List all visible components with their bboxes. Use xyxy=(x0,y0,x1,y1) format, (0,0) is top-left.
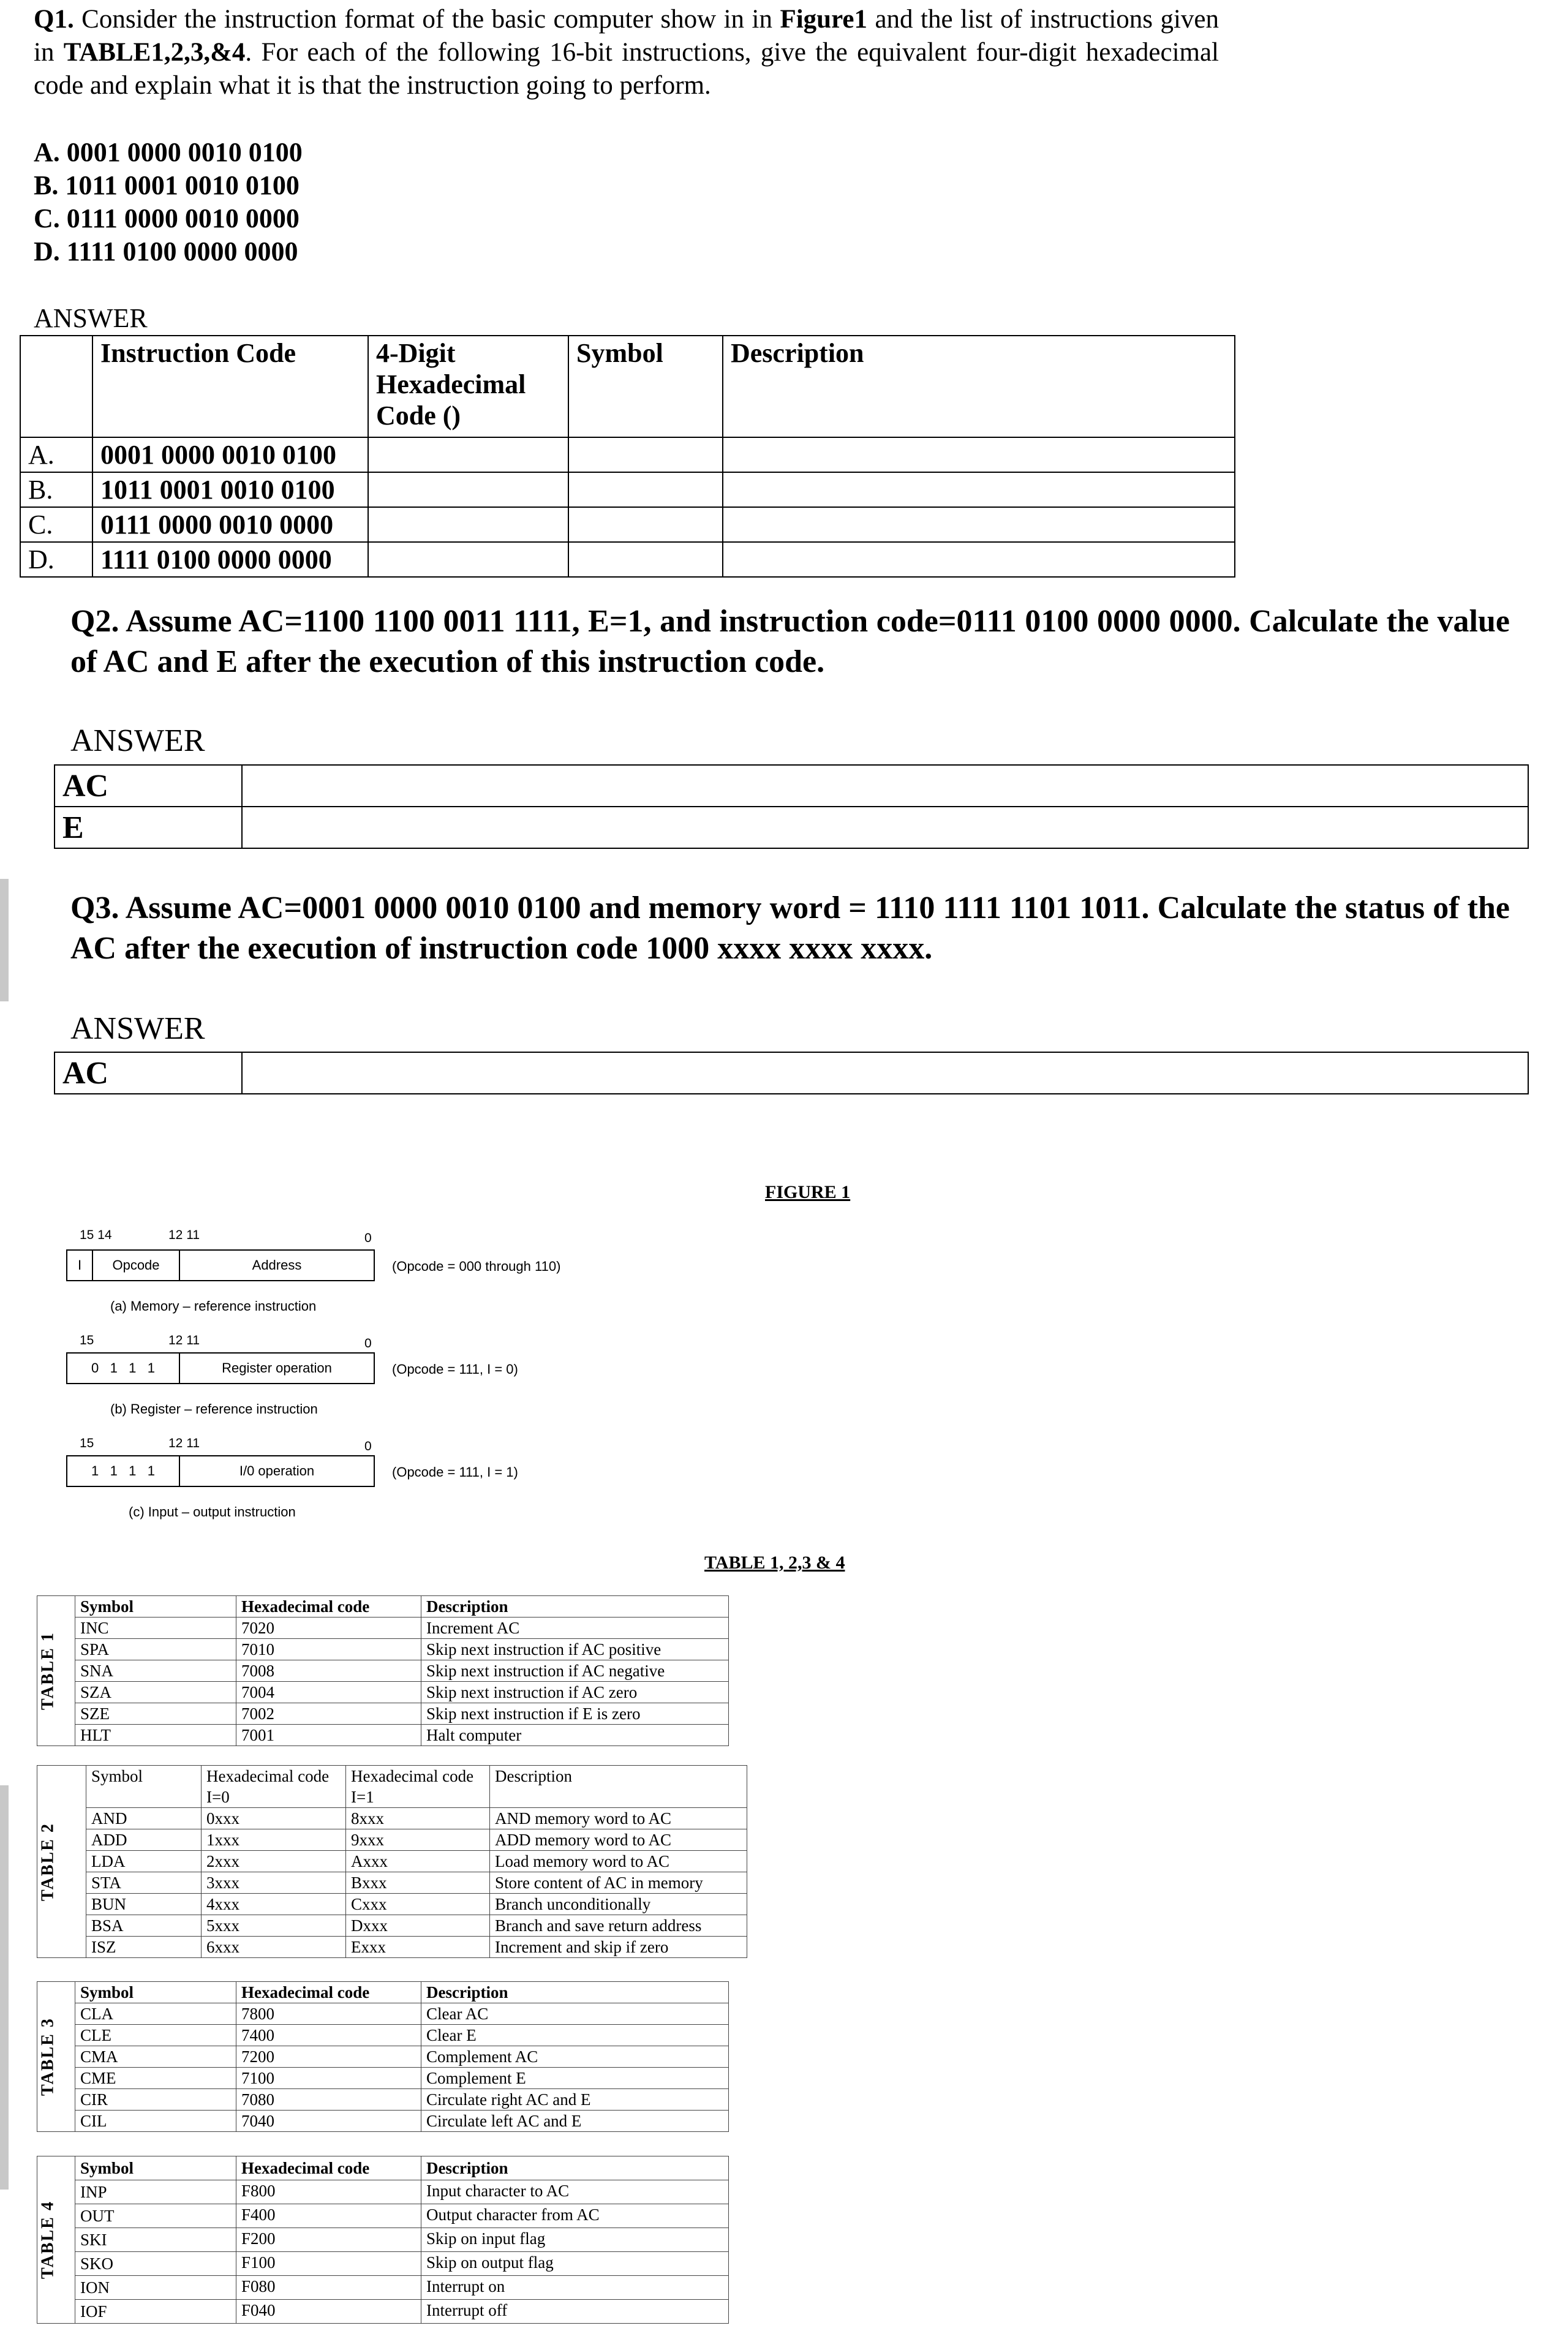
cell-hex-i0: 4xxx xyxy=(202,1894,346,1915)
cell-description: Branch and save return address xyxy=(490,1915,747,1937)
cell-description: Store content of AC in memory xyxy=(490,1872,747,1894)
cell-symbol: SPA xyxy=(75,1639,236,1660)
table-row xyxy=(37,2068,729,2089)
table-row xyxy=(37,1725,729,1746)
cell-hex-i1: Exxx xyxy=(346,1937,490,1958)
bit-label: 12 11 xyxy=(168,1436,200,1450)
col-header: Hexadecimal code I=0 xyxy=(202,1766,346,1808)
cell-symbol: SZA xyxy=(75,1682,236,1703)
cell-symbol: SNA xyxy=(75,1660,236,1682)
cell-description: Increment AC xyxy=(421,1618,729,1639)
format-note: (Opcode = 111, I = 1) xyxy=(392,1464,518,1480)
cell-symbol: AND xyxy=(86,1808,202,1829)
cell-hex: F200 xyxy=(236,2228,421,2252)
cell-hex: F800 xyxy=(236,2180,421,2204)
cell-description: Skip on input flag xyxy=(421,2228,729,2252)
cell-hex: 7800 xyxy=(236,2003,421,2025)
cell-symbol: CLE xyxy=(75,2025,236,2046)
cell-hex-i1: Cxxx xyxy=(346,1894,490,1915)
cell-symbol: INC xyxy=(75,1618,236,1639)
answer-cell[interactable] xyxy=(723,437,1235,472)
q2-prompt: Q2. Assume AC=1100 1100 0011 1111, E=1, and instruction code=0111 0100 0000 0000. Calculate the value of AC and E after the execution of this instruction code. xyxy=(70,604,1510,679)
cell-symbol: STA xyxy=(86,1872,202,1894)
row-code: 0001 0000 0010 0100 xyxy=(92,437,368,472)
col-header: Symbol xyxy=(75,1596,236,1618)
cell-description: Load memory word to AC xyxy=(490,1851,747,1872)
q1-answer-table xyxy=(20,335,1235,578)
cell-symbol: INP xyxy=(75,2180,236,2204)
cell-hex: 7040 xyxy=(236,2111,421,2132)
bit-label: 0 xyxy=(364,1231,372,1245)
bit-label: 12 11 xyxy=(168,1333,200,1347)
cell-description: Interrupt on xyxy=(421,2276,729,2300)
register-ref-format xyxy=(66,1352,375,1384)
table-row xyxy=(37,2204,729,2228)
row-letter: D. xyxy=(20,542,92,577)
cell-description: Complement AC xyxy=(421,2046,729,2068)
cell-symbol: LDA xyxy=(86,1851,202,1872)
bit-label: 15 xyxy=(80,1436,94,1450)
format-note: (Opcode = 000 through 110) xyxy=(392,1259,561,1274)
cell-symbol: CIL xyxy=(75,2111,236,2132)
cell-symbol: CIR xyxy=(75,2089,236,2111)
bit-label: 0 xyxy=(364,1336,372,1350)
cell-symbol: HLT xyxy=(75,1725,236,1746)
table-side-label: TABLE 4 xyxy=(37,2156,75,2324)
q3-prompt: Q3. Assume AC=0001 0000 0010 0100 and memory word = 1110 1111 1101 1011. Calculate the status of the AC after the execution of instruction code 1000 xxxx xxxx xxxx. xyxy=(70,891,1510,966)
row-letter: C. xyxy=(20,507,92,542)
header-blank xyxy=(20,336,92,437)
row-letter: A. xyxy=(20,437,92,472)
cell-hex-i0: 1xxx xyxy=(202,1829,346,1851)
q1-option: B. 1011 0001 0010 0100 xyxy=(34,170,300,200)
table-row xyxy=(37,2089,729,2111)
opcode-field: Opcode xyxy=(112,1257,160,1273)
cell-symbol: CME xyxy=(75,2068,236,2089)
table-row xyxy=(37,1915,747,1937)
cell-description: Complement E xyxy=(421,2068,729,2089)
cell-description: Increment and skip if zero xyxy=(490,1937,747,1958)
cell-description: Skip next instruction if E is zero xyxy=(421,1703,729,1725)
row-label: AC xyxy=(55,765,242,807)
table-row xyxy=(37,2111,729,2132)
cell-hex: 7001 xyxy=(236,1725,421,1746)
table-4 xyxy=(37,2156,729,2324)
table-3 xyxy=(37,1981,729,2132)
cell-hex: 7008 xyxy=(236,1660,421,1682)
table-row xyxy=(37,2003,729,2025)
bit-label: 15 14 xyxy=(80,1228,112,1242)
table-row xyxy=(37,2180,729,2204)
table-row xyxy=(37,1829,747,1851)
cell-description: Interrupt off xyxy=(421,2300,729,2324)
header-instruction-code: Instruction Code xyxy=(92,336,368,437)
col-header: Symbol xyxy=(86,1766,202,1808)
col-header: Hexadecimal code xyxy=(236,1596,421,1618)
margin-marker xyxy=(0,879,9,1001)
table-row xyxy=(37,2025,729,2046)
operation-field: Register operation xyxy=(222,1360,332,1376)
cell-hex: 7200 xyxy=(236,2046,421,2068)
col-header: Description xyxy=(421,2156,729,2180)
answer-cell[interactable] xyxy=(242,1052,1528,1094)
header-symbol: Symbol xyxy=(568,336,723,437)
table-row xyxy=(20,472,1235,507)
cell-hex: F080 xyxy=(236,2276,421,2300)
row-label: E xyxy=(55,807,242,848)
table-row xyxy=(37,1851,747,1872)
cell-symbol: SKO xyxy=(75,2252,236,2276)
cell-hex-i1: 9xxx xyxy=(346,1829,490,1851)
col-header: Symbol xyxy=(75,1982,236,2003)
table-side-label: TABLE 1 xyxy=(37,1596,75,1746)
row-code: 1011 0001 0010 0100 xyxy=(92,472,368,507)
q1-option: D. 1111 0100 0000 0000 xyxy=(34,236,298,266)
table-row xyxy=(37,2046,729,2068)
cell-hex: 7020 xyxy=(236,1618,421,1639)
io-format xyxy=(66,1455,375,1487)
figure-title: FIGURE 1 xyxy=(765,1182,851,1202)
cell-hex: 7400 xyxy=(236,2025,421,2046)
table-row xyxy=(37,2228,729,2252)
cell-hex: F400 xyxy=(236,2204,421,2228)
answer-cell[interactable] xyxy=(723,507,1235,542)
cell-hex: 7080 xyxy=(236,2089,421,2111)
table-row xyxy=(37,1894,747,1915)
table-side-label: TABLE 2 xyxy=(37,1766,86,1958)
q1-prompt: Q1. Consider the instruction format of the basic computer show in in Figure1 and the list of instructions given in TABLE1,2,3,&4. For each of the following 16-bit instructions, give the equivalent four-digit hexadecimal code and explain what it is that the instruction going to perform. xyxy=(34,5,1219,100)
q2-answer-heading: ANSWER xyxy=(70,723,205,758)
col-header: Description xyxy=(421,1982,729,2003)
cell-description: Output character from AC xyxy=(421,2204,729,2228)
table-1 xyxy=(37,1595,729,1746)
cell-description: AND memory word to AC xyxy=(490,1808,747,1829)
cell-symbol: BUN xyxy=(86,1894,202,1915)
q3-answer-heading: ANSWER xyxy=(70,1011,205,1046)
header-hex-code: 4-Digit Hexadecimal Code () xyxy=(368,336,568,437)
row-code: 0111 0000 0010 0000 xyxy=(92,507,368,542)
opcode-bits: 0 1 1 1 xyxy=(91,1360,155,1376)
cell-description: Skip next instruction if AC positive xyxy=(421,1639,729,1660)
margin-marker xyxy=(0,1785,9,2190)
table-2 xyxy=(37,1765,747,1958)
cell-symbol: ADD xyxy=(86,1829,202,1851)
memory-ref-format xyxy=(66,1249,375,1281)
col-header: Description xyxy=(421,1596,729,1618)
cell-hex-i0: 5xxx xyxy=(202,1915,346,1937)
table-row xyxy=(55,1052,1528,1094)
col-header: Hexadecimal code I=1 xyxy=(346,1766,490,1808)
opcode-bits: 1 1 1 1 xyxy=(91,1463,155,1478)
table-header-row xyxy=(37,2156,729,2180)
col-header: Symbol xyxy=(75,2156,236,2180)
table-row xyxy=(37,1618,729,1639)
bit-label: 0 xyxy=(364,1439,372,1453)
tables-title: TABLE 1, 2,3 & 4 xyxy=(704,1553,845,1573)
cell-symbol: IOF xyxy=(75,2300,236,2324)
cell-symbol: ISZ xyxy=(86,1937,202,1958)
table-row xyxy=(55,765,1528,807)
bit-label: 15 xyxy=(80,1333,94,1347)
cell-symbol: CMA xyxy=(75,2046,236,2068)
operation-field: I/0 operation xyxy=(239,1463,315,1478)
cell-symbol: OUT xyxy=(75,2204,236,2228)
cell-description: Circulate left AC and E xyxy=(421,2111,729,2132)
col-header: Description xyxy=(490,1766,747,1808)
cell-hex-i0: 2xxx xyxy=(202,1851,346,1872)
col-header: Hexadecimal code xyxy=(236,2156,421,2180)
answer-cell[interactable] xyxy=(723,542,1235,577)
col-header: Hexadecimal code xyxy=(236,1982,421,2003)
i-bit: I xyxy=(77,1257,82,1273)
table-row xyxy=(37,1682,729,1703)
answer-cell[interactable] xyxy=(242,807,1528,848)
cell-hex-i1: Bxxx xyxy=(346,1872,490,1894)
table-row xyxy=(55,807,1528,848)
cell-symbol: SZE xyxy=(75,1703,236,1725)
format-caption: (b) Register – reference instruction xyxy=(110,1401,318,1417)
cell-description: Halt computer xyxy=(421,1725,729,1746)
table-row xyxy=(37,2276,729,2300)
answer-cell[interactable] xyxy=(568,507,723,542)
bit-label: 12 11 xyxy=(168,1228,200,1242)
table-row xyxy=(37,1872,747,1894)
cell-hex: 7002 xyxy=(236,1703,421,1725)
cell-description: Skip on output flag xyxy=(421,2252,729,2276)
row-label: AC xyxy=(55,1052,242,1094)
cell-hex-i0: 3xxx xyxy=(202,1872,346,1894)
cell-description: ADD memory word to AC xyxy=(490,1829,747,1851)
table-row xyxy=(37,1937,747,1958)
q1-option: A. 0001 0000 0010 0100 xyxy=(34,137,303,167)
table-row xyxy=(20,507,1235,542)
table-row xyxy=(20,542,1235,577)
table-row xyxy=(37,1660,729,1682)
cell-hex-i0: 0xxx xyxy=(202,1808,346,1829)
cell-description: Clear E xyxy=(421,2025,729,2046)
row-letter: B. xyxy=(20,472,92,507)
cell-description: Clear AC xyxy=(421,2003,729,2025)
cell-hex: 7100 xyxy=(236,2068,421,2089)
cell-hex-i1: 8xxx xyxy=(346,1808,490,1829)
row-code: 1111 0100 0000 0000 xyxy=(92,542,368,577)
cell-symbol: CLA xyxy=(75,2003,236,2025)
cell-symbol: SKI xyxy=(75,2228,236,2252)
header-description: Description xyxy=(723,336,1235,437)
answer-cell[interactable] xyxy=(368,542,568,577)
format-caption: (a) Memory – reference instruction xyxy=(110,1298,317,1314)
answer-cell[interactable] xyxy=(568,472,723,507)
answer-cell[interactable] xyxy=(368,472,568,507)
answer-cell[interactable] xyxy=(368,437,568,472)
cell-description: Circulate right AC and E xyxy=(421,2089,729,2111)
cell-description: Branch unconditionally xyxy=(490,1894,747,1915)
format-caption: (c) Input – output instruction xyxy=(129,1504,296,1520)
answer-cell[interactable] xyxy=(242,765,1528,807)
cell-hex: F040 xyxy=(236,2300,421,2324)
cell-hex-i1: Dxxx xyxy=(346,1915,490,1937)
cell-description: Skip next instruction if AC zero xyxy=(421,1682,729,1703)
cell-hex-i0: 6xxx xyxy=(202,1937,346,1958)
format-note: (Opcode = 111, I = 0) xyxy=(392,1361,518,1377)
q1-answer-heading: ANSWER xyxy=(34,303,148,333)
table-row xyxy=(37,2300,729,2324)
q1-option: C. 0111 0000 0010 0000 xyxy=(34,203,300,233)
table-row xyxy=(37,2252,729,2276)
q3-answer-table xyxy=(54,1052,1529,1094)
table-row xyxy=(37,1808,747,1829)
table-side-label: TABLE 3 xyxy=(37,1982,75,2132)
table-header-row xyxy=(37,1596,729,1618)
cell-hex: 7010 xyxy=(236,1639,421,1660)
cell-symbol: ION xyxy=(75,2276,236,2300)
cell-hex: 7004 xyxy=(236,1682,421,1703)
answer-cell[interactable] xyxy=(568,437,723,472)
q1-options xyxy=(34,136,303,268)
cell-symbol: BSA xyxy=(86,1915,202,1937)
answer-cell[interactable] xyxy=(568,542,723,577)
cell-description: Skip next instruction if AC negative xyxy=(421,1660,729,1682)
q2-answer-table xyxy=(54,764,1529,849)
table-header-row xyxy=(37,1982,729,2003)
address-field: Address xyxy=(252,1257,302,1273)
cell-description: Input character to AC xyxy=(421,2180,729,2204)
cell-hex-i1: Axxx xyxy=(346,1851,490,1872)
table-row xyxy=(20,437,1235,472)
table-header-row xyxy=(37,1766,747,1808)
answer-cell[interactable] xyxy=(723,472,1235,507)
cell-hex: F100 xyxy=(236,2252,421,2276)
figure-1 xyxy=(61,1228,612,1534)
table-row xyxy=(37,1703,729,1725)
answer-cell[interactable] xyxy=(368,507,568,542)
table-row xyxy=(37,1639,729,1660)
